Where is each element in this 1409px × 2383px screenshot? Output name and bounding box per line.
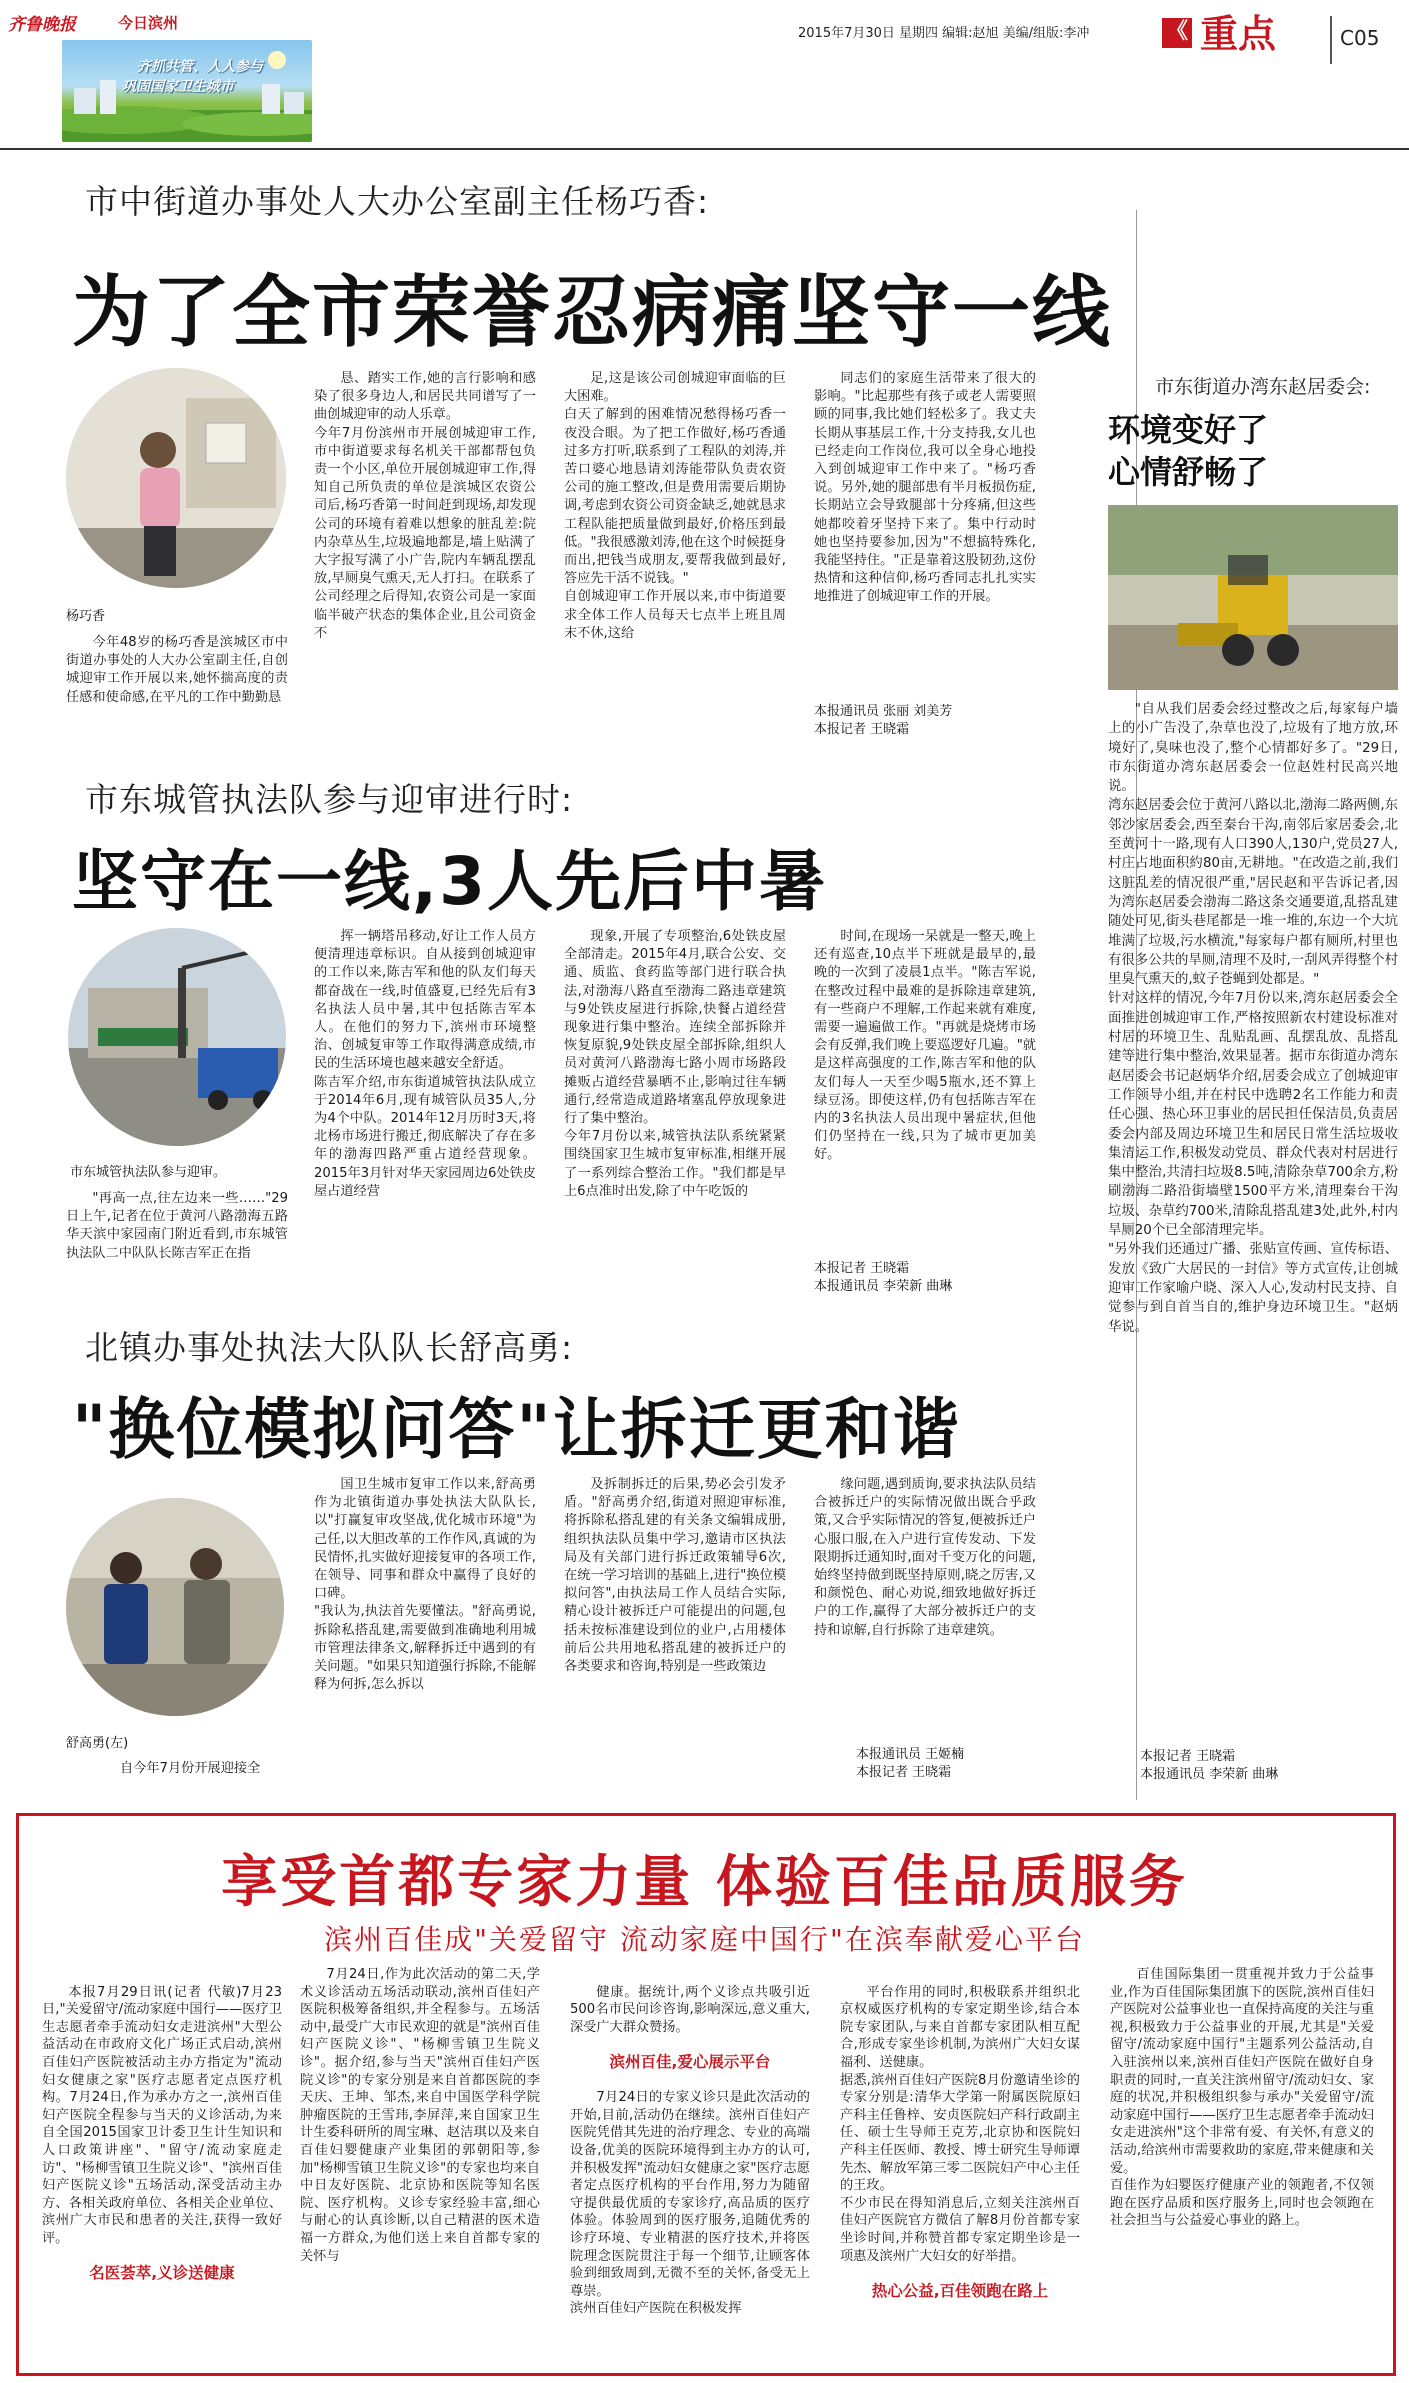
story1-col1: [66, 634, 288, 752]
sidebar-kicker: 市东街道办湾东赵居委会:: [1155, 376, 1371, 398]
newspaper-logo: 齐鲁晚报: [8, 15, 76, 35]
sidebar-body-text: "自从我们居委会经过整改之后,每家每户墙上的小广告没了,杂草也没了,垃圾有了地方放,环境好了,臭味也没了,整个心情都好多了。"29日,市东街道办湾东赵居委会一位赵姓村民高兴地说。 湾东赵居委会位于黄河八路以北,渤海二路两侧,东邻沙家居委会,西至秦台干沟,南邻后家居委会,北至黄河十一路,现有人口390人,130户,党员27人,村庄占地面积約80亩,无耕地。"在改造之前,我们这脏乱差的情况很严重,"居民赵和平告诉记者,因为湾东赵居委会渤海二路这条交通要道,乱搭乱建随处可见,街头巷尾都是一堆一堆的,东边一个大坑堆满了垃圾,污水横流,"每家每户都有厕所,村里也有很多公共的旱厕,清理不及时,一刮风弄得整个村里臭气熏天的,蚊子苍蝇到处都是。" 针对这样的情况,今年7月份以来,湾东赵居委会全面推进创城迎审工作,严格按照新农村建设标准对村居的环境卫生、乱贴乱画、乱摆乱放、乱搭乱建等进行集中整治,效果显著。据市东街道办湾东赵居委会书记赵炳华介绍,居委会成立了创城迎审工作领导小组,并在村民中选聘2名工作能力和责任心强、热心环卫事业的居民担任保洁员,负责居委会内部及周边环境卫生和居民日常生活垃圾收集清运工作,积极发动党员、群众代表对村居进行集中整治,共清扫垃圾8.5吨,清除杂草700余方,粉刷渤海二路沿街墙壁1500平方米,清理秦台干沟垃圾、杂草约700米,清除乱搭乱建3处,此外,村内旱厕20个已全部清理完毕。 "另外我们还通过广播、张贴宣传画、宣传标语、发放《致广大居民的一封信》等方式宣传,让创城迎审工作家喻户晓、深入人心,发动村民支持、自觉参与到自首当自的,维护身边环境卫生。"赵炳华说。: [1108, 702, 1398, 1335]
story1-col4: [814, 370, 1036, 700]
story2-col1: [66, 1190, 288, 1300]
story3-col3: [564, 1476, 786, 1786]
story3-col1: [120, 1760, 300, 1780]
story2-col3: [564, 928, 786, 1300]
story1-col4-text: 同志们的家庭生活带来了很大的影响。"比起那些有孩子或老人需要照顾的同事,我比她们轻松多了。我丈夫长期从事基层工作,十分支持我,女儿也已经走向工作岗位,我可以全身心地投入到创城迎审工作中来了。"杨巧香说。另外,她的腿部患有半月板损伤症,长期站立会导致腿部十分疼痛,但这些她都咬着牙坚持下来了。集中行动时她也坚持要参加,因为"不想搞特殊化,我能坚持住。"正是靠着这股韧劲,这份热情和这种信仰,杨巧香同志扎扎实实地推进了创城迎审工作的开展。: [814, 371, 1036, 605]
story3-col1-text: 自今年7月份开展迎接全: [120, 1761, 261, 1776]
banner-line-1: 齐抓共管、人人参与: [137, 59, 263, 75]
ad-col1-subhead: 名医荟萃,义诊送健康: [89, 2264, 235, 2283]
ad-col2-text: 7月24日,作为此次活动的第二天,学术义诊活动五场活动联动,滨州百佳妇产医院积极筹备组织,并全程参与。五场活动中,最受广大市民欢迎的就是"滨州百佳妇产医院义诊"、"杨柳雪镇卫生院义诊"。据介绍,参与当天"滨州百佳妇产医院义诊"的专家分别是来自首都医院的李天庆、王坤、邹杰,来自中国医学科学院肿瘤医院的王雪玮,李屏萍,来自国家卫生计生委科研所的周宝琳、赵洁琪以及来自百佳妇婴健康产业集团的郭朝阳等,参加"杨柳雪镇卫生院义诊"的专家也均来自中日友好医院、北京协和医院等知名医院、医疗机构。义诊专家经验丰富,细心与耐心的认真诊断,以自己精湛的医术造福一方群众,为他们送上来自首都专家的关怀与: [300, 1967, 540, 2264]
ad-subtitle: 滨州百佳成"关爱留守 流动家庭中国行"在滨奉献爱心平台: [324, 1923, 1085, 1956]
story3-photo-caption: 舒高勇(左): [66, 1736, 129, 1751]
story3-headline: "换位模拟问答"让拆迁更和谐: [72, 1391, 961, 1468]
ad-col5: [1110, 1966, 1374, 2368]
campaign-banner: [62, 40, 312, 142]
officers-photo-icon: [66, 1498, 284, 1716]
story2-headline: 坚守在一线,3人先后中暑: [72, 843, 827, 920]
story2-col2: [314, 928, 536, 1300]
story2-byline-2: 本报通讯员 李荣新 曲琳: [814, 1279, 953, 1294]
story1-col1-text: 今年48岁的杨巧香是滨城区市中街道办事处的人大办公室副主任,自创城迎审工作开展以来,她怀揣高度的责任感和使命感,在平凡的工作中勤勤恳: [66, 635, 288, 705]
story3-byline-2: 本报记者 王晓霜: [856, 1765, 952, 1780]
sidebar-byline-2: 本报通讯员 李荣新 曲琳: [1140, 1767, 1279, 1782]
story2-byline-1: 本报记者 王晓霜: [814, 1261, 910, 1276]
story1-byline-1: 本报通讯员 张丽 刘美芳: [814, 704, 953, 719]
issue-info: 2015年7月30日 星期四 编辑:赵旭 美编/组版:李冲: [798, 26, 1090, 41]
story1-col3-text: 足,这是该公司创城迎审面临的巨大困难。 白天了解到的困难情况愁得杨巧香一夜没合眼。为了把工作做好,杨巧香通过多方打听,联系到了工程队的刘涛,并苦口婆心地恳请刘涛能带队负责农资公司的施工整改,但是费用需要后期协调,考虑到农资公司资金缺乏,她就恳求工程队能把质量做到最好,价格压到最低。"我很感激刘涛,他在这个时候挺身而出,把钱当成朋友,要帮我做到最好,答应先干活不说钱。" 自创城迎审工作开展以来,市中街道要求全体工作人员每天七点半上班且周末不休,这给: [564, 371, 786, 641]
story1-col2: [314, 370, 536, 752]
ad-col3-text: 健康。据统计,两个义诊点共吸引近500名市民问诊咨询,影响深远,意义重大,深受广大群众赞扬。: [570, 1984, 810, 2035]
story2-photo: [68, 928, 286, 1146]
story2-col4-text: 时间,在现场一呆就是一整天,晚上还有巡查,10点半下班就是最早的,最晚的一次到了凌晨1点半。"陈吉军说,在整改过程中最难的是拆除违章建筑,有一些商户不理解,工作起来就有难度,需要一遍遍做工作。"再就是烧烤市场会有反弹,我们晚上要巡逻好几遍。"就是这样高强度的工作,陈吉军和他的队友们每人一天至少喝5瓶水,还不算上绿豆汤。即使这样,仍有包括陈吉军在内的3名执法人员出现中暑症状,但他们仍坚持在一线,只为了城市更加美好。: [814, 929, 1036, 1163]
sidebar-title-line-1: 环境变好了: [1108, 411, 1269, 449]
story3-kicker: 北镇办事处执法大队队长舒高勇:: [85, 1328, 574, 1367]
story1-photo-caption: 杨巧香: [66, 609, 106, 624]
street-scene-photo-icon: [68, 928, 286, 1146]
ad-col3: [570, 1966, 810, 2368]
ad-col4-subhead: 热心公益,百佳领跑在路上: [871, 2281, 1049, 2300]
story1-headline: 为了全市荣誉忍病痛坚守一线: [72, 268, 1113, 358]
story3-col3-text: 及拆制拆迁的后果,势必会引发矛盾。"舒高勇介绍,街道对照迎审标准,将拆除私搭乱建的有关条文编辑成册,组织执法队员集中学习,邀请市区执法局及有关部门进行拆迁政策辅导6次,在统一学习培训的基础上,进行"换位模拟问答",由执法局工作人员结合实际,精心设计被拆迁户可能提出的问题,包括未按标准建设到位的业户,占用楼体前后公共用地私搭乱建的被拆迁户的各类要求和咨询,特别是一些政策边: [564, 1477, 786, 1675]
story1-byline-2: 本报记者 王晓霜: [814, 722, 910, 737]
header-divider: [1330, 16, 1332, 64]
sidebar-body: [1108, 700, 1398, 1750]
story1-photo: [66, 368, 286, 588]
bulldozer-photo-icon: [1108, 505, 1398, 690]
story1-col3: [564, 370, 786, 752]
page-section-title: 重点: [1200, 12, 1277, 56]
story3-byline-1: 本报通讯员 王姬楠: [856, 1747, 965, 1762]
story3-col4: [814, 1476, 1036, 1720]
sidebar-byline-1: 本报记者 王晓霜: [1140, 1749, 1236, 1764]
ad-col1: [42, 1966, 282, 2368]
section-arrow-icon: 《: [1162, 18, 1192, 48]
ad-col3b-text: 7月24日的专家义诊只是此次活动的开始,目前,活动仍在继续。滨州百佳妇产医院凭借其先进的治疗理念、专业的高端设备,优美的医院环境得到主办方的认可,并积极发挥"流动妇女健康之家"医疗志愿者定点医疗机构的平台作用,努力为随留守提供最优质的专家诊疗,高品质的医疗体验。体验周到的医疗服务,追随优秀的诊疗环境、专业精湛的医疗技术,并将医院理念医院贯注于每一个细节,让顾客体验到细致周到,无微不至的关怀,备受无上尊崇。 滨州百佳妇产医院在积极发挥: [570, 2090, 810, 2317]
sidebar-title-line-2: 心情舒畅了: [1108, 453, 1269, 491]
story3-col2-text: 国卫生城市复审工作以来,舒高勇作为北镇街道办事处执法大队队长,以"打赢复审攻坚战,优化城市环境"为己任,以大胆改革的工作作风,真诚的为民情怀,扎实做好迎接复审的各项工作,在领导、同事和群众中赢得了良好的口碑。 "我认为,执法首先要懂法。"舒高勇说,拆除私搭乱建,需要做到准确地利用城市管理法律条文,解释拆迁中遇到的有关问题。"如果只知道强行拆除,不能解释为何拆,怎么拆以: [314, 1477, 536, 1693]
story2-col2-text: 挥一辆塔吊移动,好让工作人员方便清理违章标识。自从接到创城迎审的工作以来,陈吉军和他的队友们每天都奋战在一线,时值盛夏,已经先后有3名执法人员中暑,其中包括陈吉军本人。在他们的努力下,滨州市环境整治、创城复审等工作取得满意成绩,市民的生活环境也越来越安全舒适。 陈吉军介绍,市东街道城管执法队成立于2014年6月,现有城管队员35人,分为4个中队。2014年12月历时3天,将北杨市场进行搬迁,彻底解决了存在多年的渤海四路严重占道经营现象。2015年3月针对华天家园周边6处铁皮屋占道经营: [314, 929, 536, 1199]
header-rule: [0, 148, 1409, 150]
section-name: 今日滨州: [118, 14, 179, 32]
story2-col3-text: 现象,开展了专项整治,6处铁皮屋全部清走。2015年4月,联合公安、交通、质监、食药监等部门进行联合执法,对渤海八路直至渤海二路违章建筑与9处铁皮屋进行拆除,快餐占道经营现象进行集中整治。连续全部拆除并恢复原貌,9处铁皮屋全部拆除,组织人员对黄河八路渤海七路小周市场路段摊贩占道经营暴晒不止,影响过往车辆通行,经常造成道路堵塞乱停放现象进行了集中整治。 今年7月份以来,城管执法队系统紧紧围绕国家卫生城市复审标准,相继开展了一系列综合整治工作。"我们都是早上6点准时出发,除了中午吃饭的: [564, 929, 786, 1199]
ad-col3-subhead: 滨州百佳,爱心展示平台: [609, 2052, 771, 2071]
story2-kicker: 市东城管执法队参与迎审进行时:: [85, 780, 574, 819]
banner-line-2: 巩固国家卫生城市: [122, 79, 234, 95]
page-number: C05: [1340, 26, 1380, 50]
story2-photo-caption: 市东城管执法队参与迎审。: [70, 1165, 227, 1180]
story1-col2-text: 恳、踏实工作,她的言行影响和感染了很多身边人,和居民共同谱写了一曲创城迎审的动人乐章。 今年7月份滨州市开展创城迎审工作,市中街道要求每名机关干部都帮包负责一个小区,单位开展创城迎审工作,得知自己所负责的单位是滨城区农资公司后,杨巧香第一时间赶到现场,却发现公司的环境有着难以想象的脏乱差:院内杂草丛生,垃圾遍地都是,墙上贴满了大字报写满了小广告,院内车辆乱摆乱放,早厕臭气熏天,无人打扫。在联系了公司经理之后得知,农资公司是一家面临半破产状态的集体企业,且公司资金不: [314, 371, 536, 641]
ad-col2: [300, 1966, 540, 2368]
ad-title: 享受首都专家力量 体验百佳品质服务: [221, 1850, 1188, 1915]
story2-col1-text: "再高一点,往左边来一些……"29日上午,记者在位于黄河八路渤海五路华天滨中家园南门附近看到,市东城管执法队二中队队长陈吉军正在指: [66, 1191, 288, 1261]
story3-photo: [66, 1498, 284, 1716]
portrait-photo-icon: [66, 368, 286, 588]
ad-col4: [840, 1966, 1080, 2368]
ad-col1-text: 本报7月29日讯(记者 代敏)7月23日,"关爱留守/流动家庭中国行——医疗卫生志愿者牵手流动妇女走进滨州"大型公益活动在市政府文化广场正式启动,滨州百佳妇产医院被活动主办方指定为"流动妇女健康之家"医疗志愿者定点医疗机构。7月24日,作为承办方之一,滨州百佳妇产医院全程参与当天的义诊活动,为来自全国2015国家卫计委卫生计生知识和人口政策讲座"、"留守/流动家庭走访"、"杨柳雪镇卫生院义诊"、"滨州百佳妇产医院义诊"五场活动,深受活动主办方、各相关政府单位、各相关企业单位、滨州广大市民和患者的关注,获得一致好评。: [42, 1984, 282, 2246]
ad-col5-text: 百佳国际集团一贯重视并致力于公益事业,作为百佳国际集团旗下的医院,滨州百佳妇产医院对公益事业也一直保持高度的关注与重视,积极致力于公益事业的开展,尤其是"关爱留守/流动家庭中国行"主题系列公益活动,自入驻滨州以来,滨州百佳妇产医院在做好自身职责的同时,一直关注滨州留守/流动妇女、家庭的状况,并积极组织参与承办"关爱留守/流动家庭中国行——医疗卫生志愿者牵手流动妇女走进滨州"这个非常有爱、有关怀,有意义的活动,给滨州市需要救助的家庭,带来健康和关爱。 百佳作为妇婴医疗健康产业的领跑者,不仅领跑在医疗品质和医疗服务上,同时也会领跑在社会担当与公益爱心事业的路上。: [1110, 1967, 1374, 2229]
story2-col4: [814, 928, 1036, 1258]
ad-col4-text: 平台作用的同时,积极联系并组织北京权威医疗机构的专家定期坐诊,结合本院专家团队,与来自首都专家团队相互配合,形成专家坐诊机制,为滨州广大妇女谋福利、送健康。 据悉,滨州百佳妇产医院8月份邀请坐诊的专家分别是:清华大学第一附属医院原妇产科主任鲁梓、安贞医院妇产科行政副主任、硕士生导师王克芳,北京协和医院妇产科主任医师、教授、博士研究生导师谭先杰、解放军第三零二医院妇产中心主任的王玫。 不少市民在得知消息后,立刻关注滨州百佳妇产医院官方微信了解8月份首都专家坐诊时间,并称赞首都专家定期坐诊是一项惠及滨州广大妇女的好举措。: [840, 1984, 1080, 2264]
sidebar-photo: [1108, 505, 1398, 690]
story3-col4-text: 缘问题,遇到质询,要求执法队员结合被拆迁户的实际情况做出既合乎政策,又合乎实际情况的答复,便被拆迁户心服口服,在入户进行宣传发动、下发限期拆迁通知时,面对千变万化的问题,始终坚持做到既坚持原则,晓之厉害,又和颜悦色、耐心劝说,细致地做好拆迁户的工作,赢得了大部分被拆迁户的支持和谅解,自行拆除了违章建筑。: [814, 1477, 1036, 1638]
story3-col2: [314, 1476, 536, 1786]
story1-kicker: 市中街道办事处人大办公室副主任杨巧香:: [85, 182, 710, 221]
